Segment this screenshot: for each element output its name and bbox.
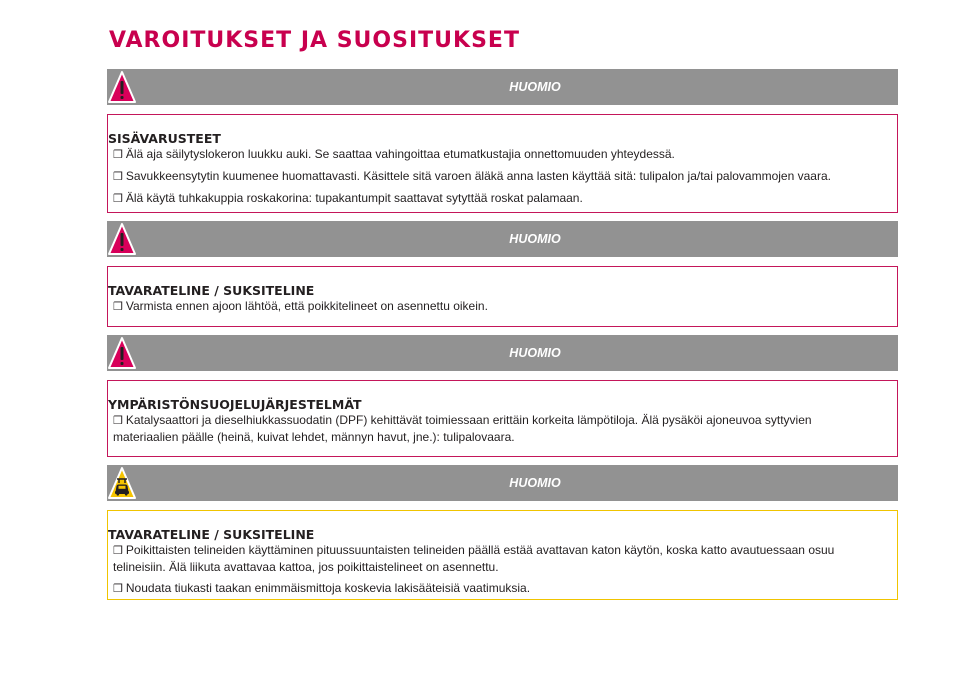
list-item bbox=[108, 168, 897, 185]
list-item bbox=[108, 146, 897, 163]
warning-section-interior bbox=[107, 69, 898, 213]
list-item-text: Älä aja säilytyslokeron luukku auki. Se saattaa vahingoittaa etumatkustajia onnettomuuden yhteydessä. bbox=[125, 147, 675, 161]
section-heading: TAVARATELINE / SUKSITELINE bbox=[108, 527, 315, 542]
notice-bar bbox=[107, 221, 898, 257]
notice-label: HUOMIO bbox=[509, 346, 561, 360]
checkbox-bullet-icon: ❒ bbox=[113, 149, 123, 161]
section-heading: YMPÄRISTÖNSUOJELUJÄRJESTELMÄT bbox=[108, 397, 362, 412]
section-heading: SISÄVARUSTEET bbox=[108, 131, 221, 146]
checkbox-bullet-icon: ❒ bbox=[113, 171, 123, 183]
notice-label: HUOMIO bbox=[509, 476, 561, 490]
list-item-text: Poikittaisten telineiden käyttäminen pituussuuntaisten telineiden päällä estää avattavan katon käytön, koska katto avautuessaan osuu telineisiin. Älä liikuta avattavaa kattoa, jos poikittaistelineet on asennettu. bbox=[113, 543, 835, 574]
checkbox-bullet-icon: ❒ bbox=[113, 301, 123, 313]
warning-box bbox=[107, 266, 898, 327]
list-item-text: Savukkeensytytin kuumenee huomattavasti. Käsittele sitä varoen äläkä anna lasten käyttää sitä: tulipalon ja/tai palovammojen vaara. bbox=[125, 169, 831, 183]
list-item-text: Noudata tiukasti taakan enimmäismittoja koskevia lakisääteisiä vaatimuksia. bbox=[125, 581, 531, 595]
list-item bbox=[108, 412, 897, 445]
checkbox-bullet-icon: ❒ bbox=[113, 583, 123, 595]
caution-box bbox=[107, 510, 898, 600]
section-heading: TAVARATELINE / SUKSITELINE bbox=[108, 283, 315, 298]
list-item-text: Varmista ennen ajoon lähtöä, että poikkitelineet on asennettu oikein. bbox=[125, 299, 488, 313]
list-item bbox=[108, 190, 897, 207]
list-item bbox=[108, 542, 897, 575]
notice-bar bbox=[107, 335, 898, 371]
list-item bbox=[108, 298, 897, 315]
warning-box bbox=[107, 380, 898, 457]
checkbox-bullet-icon: ❒ bbox=[113, 193, 123, 205]
notice-bar bbox=[107, 465, 898, 501]
notice-bar bbox=[107, 69, 898, 105]
warning-box bbox=[107, 114, 898, 213]
checkbox-bullet-icon: ❒ bbox=[113, 545, 123, 557]
page-title: VAROITUKSET JA SUOSITUKSET bbox=[109, 28, 520, 53]
warning-section-roof-rack bbox=[107, 221, 898, 327]
notice-label: HUOMIO bbox=[509, 232, 561, 246]
list-item-text: Älä käytä tuhkakuppia roskakorina: tupakantumpit saattavat sytyttää roskat palamaan. bbox=[125, 191, 583, 205]
checkbox-bullet-icon: ❒ bbox=[113, 415, 123, 427]
notice-label: HUOMIO bbox=[509, 80, 561, 94]
list-item-text: Katalysaattori ja dieselhiukkassuodatin (DPF) kehittävät toimiessaan erittäin korkeita lämpötiloja. Älä pysäköi ajoneuvoa syttyvien materiaalien päälle (heinä, kuivat lehdet, männyn havut, jne.): tulipalovaara. bbox=[113, 413, 812, 444]
list-item bbox=[108, 580, 897, 597]
warning-section-emission bbox=[107, 335, 898, 457]
caution-section-roof-rack bbox=[107, 465, 898, 600]
